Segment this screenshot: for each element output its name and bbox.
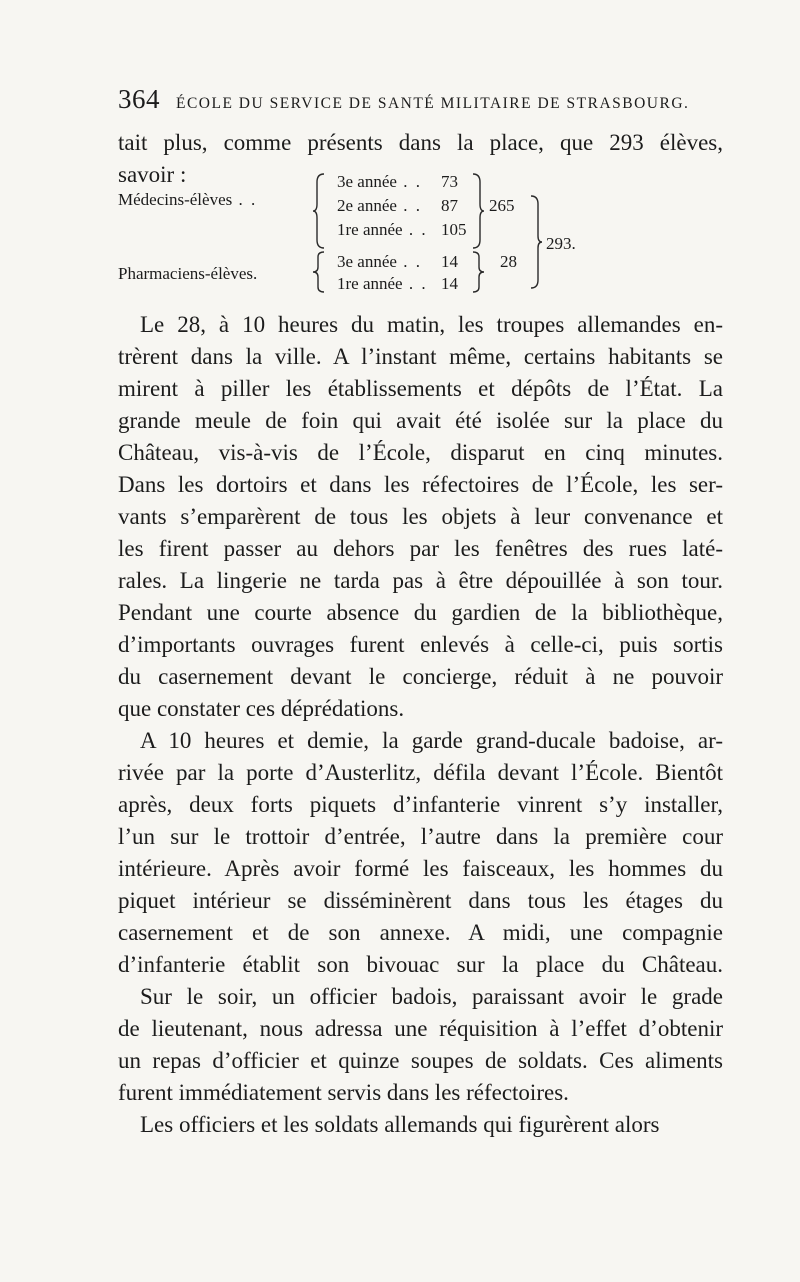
page-header — [118, 84, 718, 114]
text-line: vants s’emparèrent de tous les objets à leur convenance et — [118, 504, 723, 529]
table-row: 1re année . . — [337, 220, 428, 239]
text-line: l’un sur le trottoir d’entrée, l’autre dans la première cour — [118, 824, 723, 849]
table-cell-count: 14 — [441, 274, 458, 293]
page-number: 364 — [118, 84, 160, 114]
body-text — [118, 309, 723, 1141]
text-line: trèrent dans la ville. A l’instant même, certains habitants se — [118, 344, 723, 369]
text-line: mirent à piller les établissements et dépôts de l’État. La — [118, 376, 723, 401]
text-line: Sur le soir, un officier badois, paraissant avoir le grade — [140, 984, 723, 1009]
text-line: d’importants ouvrages furent enlevés à celle-ci, puis sortis — [118, 632, 723, 657]
table-row: 2e année . . — [337, 196, 422, 215]
left-brace-medecins — [313, 172, 327, 250]
text-line: de lieutenant, nous adressa une réquisition à l’effet d’obtenir — [118, 1016, 723, 1041]
text-line: Le 28, à 10 heures du matin, les troupes allemandes en- — [140, 312, 723, 337]
table-cell-count: 14 — [441, 252, 458, 271]
text-line: que constater ces déprédations. — [118, 696, 405, 721]
text-line: les firent passer au dehors par les fenêtres des rues laté- — [118, 536, 723, 561]
grand-total: 293. — [546, 234, 576, 253]
table-cell-count: 105 — [441, 220, 467, 239]
text-line: intérieure. Après avoir formé les faisceaux, les hommes du — [118, 856, 723, 881]
right-brace-medecins — [470, 172, 484, 250]
subtotal-pharmaciens: 28 — [500, 252, 517, 271]
group-label-medecins: Médecins-élèves . . — [118, 190, 258, 209]
table-cell-count: 73 — [441, 172, 458, 191]
text-line: rales. La lingerie ne tarda pas à être dépouillée à son tour. — [118, 568, 723, 593]
text-line: A 10 heures et demie, la garde grand-ducale badoise, ar- — [140, 728, 723, 753]
text-line: savoir : — [118, 162, 187, 187]
table-row: 3e année . . — [337, 252, 422, 271]
subtotal-medecins: 265 — [489, 196, 515, 215]
text-line: furent immédiatement servis dans les réfectoires. — [118, 1080, 569, 1105]
text-line: Château, vis-à-vis de l’École, disparut en cinq minutes. — [118, 440, 723, 465]
text-line: Dans les dortoirs et dans les réfectoires de l’École, les ser- — [118, 472, 723, 497]
text-line: tait plus, comme présents dans la place, que 293 élèves, — [118, 130, 723, 155]
text-line: du casernement devant le concierge, réduit à ne pouvoir — [118, 664, 723, 689]
text-line: casernement et de son annexe. A midi, une compagnie — [118, 920, 723, 945]
table-row: 1re année . . — [337, 274, 428, 293]
group-label-pharmaciens: Pharmaciens-élèves. — [118, 264, 258, 283]
right-brace-pharmaciens — [470, 250, 484, 294]
text-line: piquet intérieur se disséminèrent dans tous les étages du — [118, 888, 723, 913]
table-cell-count: 87 — [441, 196, 458, 215]
text-line: un repas d’officier et quinze soupes de soldats. Ces aliments — [118, 1048, 723, 1073]
text-line: rivée par la porte d’Austerlitz, défila devant l’École. Bientôt — [118, 760, 723, 785]
table-row: 3e année . . — [337, 172, 422, 191]
running-head: ÉCOLE DU SERVICE DE SANTÉ MILITAIRE DE STRASBOURG. — [176, 95, 690, 112]
text-line: d’infanterie établit son bivouac sur la place du Château. — [118, 952, 723, 977]
right-brace-total — [528, 194, 542, 290]
text-line: après, deux forts piquets d’infanterie vinrent s’y installer, — [118, 792, 723, 817]
text-line: Pendant une courte absence du gardien de la bibliothèque, — [118, 600, 723, 625]
text-line: grande meule de foin qui avait été isolée sur la place du — [118, 408, 723, 433]
left-brace-pharmaciens — [313, 250, 327, 294]
text-line: Les officiers et les soldats allemands qui figurèrent alors — [140, 1112, 660, 1137]
